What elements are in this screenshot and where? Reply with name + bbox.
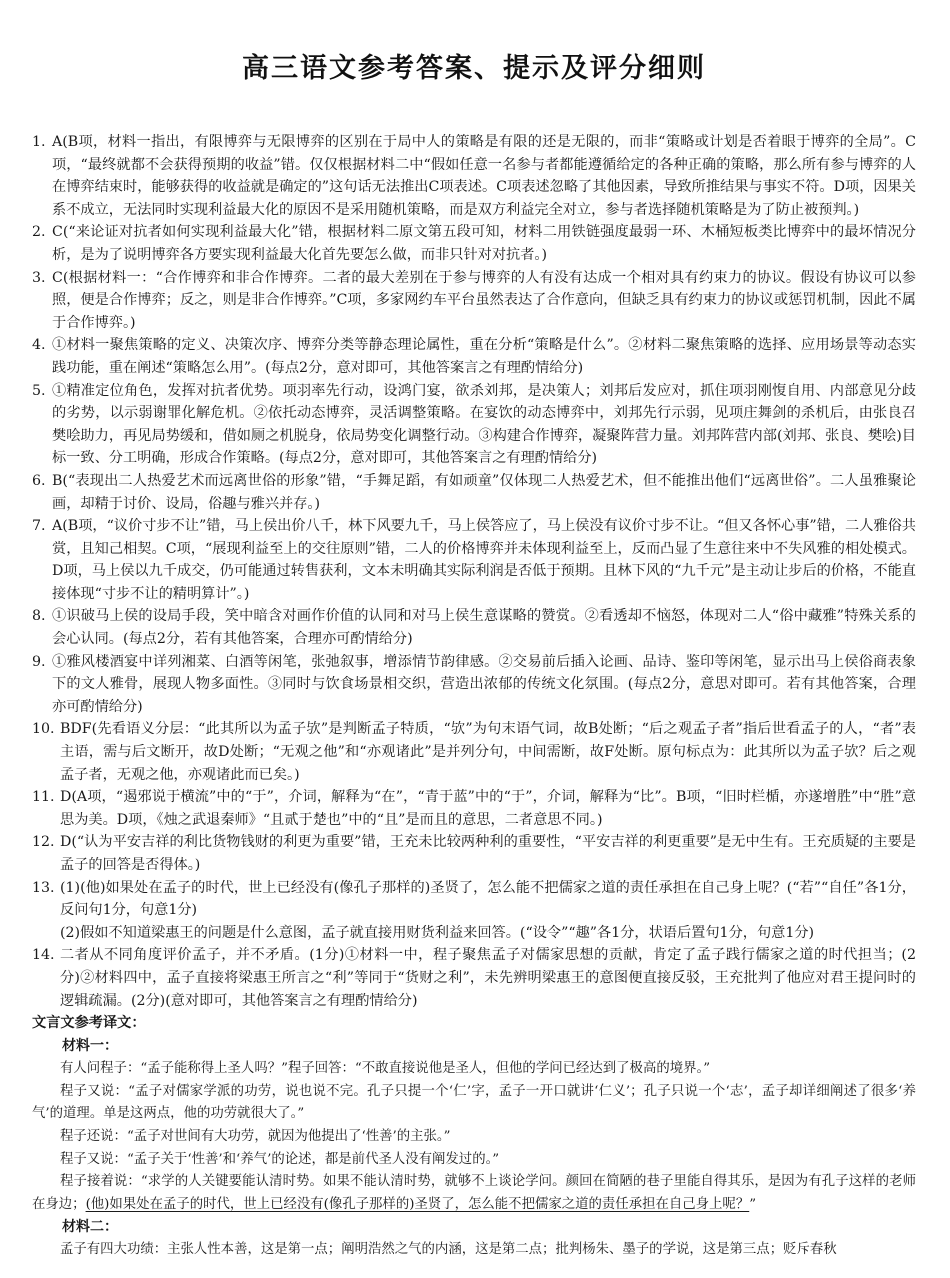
answer-text: ①雅风楼酒宴中详列湘菜、白酒等闲笔，张弛叙事，增添情节韵律感。②交易前后插入论画、品诗、鉴印等闲笔，显示出马上侯俗商表象下的文人雅骨，展现人物多面性。③同时与饮食场景相交织，营造出浓郁的传统文化氛围。(每点2分，意思对即可。若有其他答案，合理亦可酌情给分) bbox=[52, 653, 916, 715]
translation-paragraph: 程子还说：“孟子对世间有大功劳，就因为他提出了‘性善’的主张。” bbox=[60, 1128, 451, 1144]
answer-text: C(根据材料一：“合作博弈和非合作博弈。二者的最大差别在于参与博弈的人有没有达成一个相对具有约束力的协议。假设有协议可以参照，便是合作博弈；反之，则是非合作博弈。”C项，多家网约车平台虽然表达了合作意向，但缺乏具有约束力的协议或惩罚机制，因此不属于合作博弈。) bbox=[52, 269, 916, 331]
answer-number: 14. bbox=[32, 947, 55, 964]
answer-item-1 bbox=[32, 131, 916, 221]
answer-number: 1. bbox=[32, 134, 46, 150]
translation-paragraph-final bbox=[32, 1171, 916, 1216]
answer-text: ①精准定位角色，发挥对抗者优势。项羽率先行动，设鸿门宴，欲杀刘邦，是决策人；刘邦后发应对，抓住项羽刚愎自用、内部意见分歧的劣势，以示弱谢罪化解危机。②依托动态博弈，灵活调整策略。在宴饮的动态博弈中，刘邦先行示弱，见项庄舞剑的杀机后，由张良召樊哙助力，再见局势缓和，借如厕之机脱身，依局势变化调整行动。③构建合作博弈，凝聚阵营力量。刘邦阵营内部(刘邦、张良、樊哙)目标一致、分工明确，形成合作策略。(每点2分，意对即可，其他答案言之有理酌情给分) bbox=[52, 382, 916, 467]
material-2-title: 材料二： bbox=[62, 1219, 118, 1236]
answer-number: 3. bbox=[32, 269, 46, 286]
answer-item-6 bbox=[32, 470, 916, 515]
material-1-title: 材料一： bbox=[62, 1038, 118, 1055]
answer-item-7 bbox=[32, 515, 916, 605]
answer-text: C(“来论证对抗者如何实现利益最大化”错，根据材料二原文第五段可知，材料二用铁链强度最弱一环、木桶短板类比博弈中的最坏情况分析，是为了说明博弈各方要实现利益最大化首先要怎么做，而非只针对对抗者。) bbox=[52, 224, 916, 263]
answer-subitem: (2)假如不知道梁惠王的问题是什么意图，孟子就直接用财货利益来回答。(“设令”“趣”各1分，状语后置句1分，句意1分) bbox=[60, 924, 815, 941]
answer-list bbox=[32, 131, 916, 1012]
answer-item-14 bbox=[32, 944, 916, 1012]
translation-paragraph: 程子又说：“孟子对儒家学派的功劳，说也说不完。孔子只提一个‘仁’字，孟子一开口就讲‘仁义’；孔子只说一个‘志’，孟子却详细阐述了很多‘养气’的道理。单是这两点，他的功劳就很大了。” bbox=[32, 1083, 916, 1122]
answer-text: D(“认为平安吉祥的利比货物钱财的利更为重要”错，王充未比较两种利的重要性，“平安吉祥的利更重要”是无中生有。王充质疑的主要是孟子的回答是否得体。) bbox=[60, 834, 916, 873]
page-title: 高三语文参考答案、提示及评分细则 bbox=[242, 53, 706, 84]
answer-number: 9. bbox=[32, 653, 46, 670]
answer-item-10 bbox=[32, 718, 916, 786]
translation-heading: 文言文参考译文： bbox=[32, 1015, 146, 1032]
answer-item-2 bbox=[32, 221, 916, 266]
answer-item-4 bbox=[32, 334, 916, 379]
answer-text: ①识破马上侯的设局手段，笑中暗含对画作价值的认同和对马上侯生意谋略的赞赏。②看透却不恼怒，体现对二人“俗中藏雅”特殊关系的会心认同。(每点2分，若有其他答案，合理亦可酌情给分) bbox=[52, 608, 916, 648]
answer-number: 7. bbox=[32, 518, 46, 535]
answer-number: 8. bbox=[32, 608, 46, 625]
answer-text: A(B项，材料一指出，有限博弈与无限博弈的区别在于局中人的策略是有限的还是无限的，而非“策略或计划是否着眼于博弈的全局”。C项，“最终就都不会获得预期的收益”错。仅仅根据材料二中“假如任意一名参与者都能遵循给定的各种正确的策略，那么所有参与博弈的人在博弈结束时，能够获得的收益就是确定的”这句话无法推出C项表述。C项表述忽略了其他因素，导致所推结果与事实不符。D项，因果关系不成立，无法同时实现利益最大化的原因不是采用随机策略，而是双方利益完全对立，参与者选择随机策略是为了防止被预判。) bbox=[52, 134, 916, 218]
answer-number: 6. bbox=[32, 472, 46, 489]
answer-number: 13. bbox=[32, 879, 55, 896]
answer-number: 4. bbox=[32, 337, 46, 354]
answer-item-13 bbox=[32, 877, 916, 922]
answer-item-9 bbox=[32, 651, 916, 719]
answer-text: B(“表现出二人热爱艺术而远离世俗的形象”错，“手舞足蹈，有如顽童”仅体现二人热爱艺术，但不能推出他们“远离世俗”。二人虽雅聚论画，却精于讨价、设局，俗趣与雅兴并存。) bbox=[52, 472, 916, 512]
answer-number: 12. bbox=[32, 834, 55, 851]
translation-text: 程子接着说：“求学的人关键要能认清时势。如果不能认清时势，就够不上谈论学问。颜回在简陋的巷子里能自得其乐，是因为有孔子这样的老师在身边； bbox=[32, 1174, 916, 1212]
answer-number: 2. bbox=[32, 224, 46, 241]
translation-text-end: ” bbox=[749, 1196, 757, 1212]
answer-text: 二者从不同角度评价孟子，并不矛盾。(1分)①材料一中，程子聚焦孟子对儒家思想的贡献，肯定了孟子践行儒家之道的时代担当；(2分)②材料四中，孟子直接将梁惠王所言之“利”等同于“货财之利”，未先辨明梁惠王的意图便直接反驳，王充批判了他应对君王提问时的逻辑疏漏。(2分)(意对即可，其他答案言之有理酌情给分) bbox=[60, 947, 916, 1009]
answer-item-11 bbox=[32, 786, 916, 831]
answer-item-8 bbox=[32, 605, 916, 650]
answer-text: (1)(他)如果处在孟子的时代，世上已经没有(像孔子那样的)圣贤了，怎么能不把儒家之道的责任承担在自己身上呢？(“若”“自任”各1分，反问句1分，句意1分) bbox=[60, 879, 916, 919]
answer-item-3 bbox=[32, 267, 916, 335]
answer-item-12 bbox=[32, 831, 916, 876]
answer-text: D(A项，“遏邪说于横流”中的“于”，介词，解释为“在”，“青于蓝”中的“于”，介词，解释为“比”。B项，“旧时栏楯，亦遂增胜”中“胜”意思为美。D项，《烛之武退秦师》“且贰于楚也”中的“且”是而且的意思，二者意思不同。) bbox=[60, 789, 916, 828]
answer-text: BDF(先看语义分层：“此其所以为孟子欤”是判断孟子特质，“欤”为句末语气词，故B处断；“后之观孟子者”指后世看孟子的人，“者”表主语，需与后文断开，故D处断；“无观之他”和“亦观诸此”是并列分句，中间需断，故F处断。原句标点为：此其所以为孟子欤？后之观孟子者，无观之他，亦观诸此而已矣。) bbox=[60, 721, 916, 783]
answer-item-5 bbox=[32, 380, 916, 470]
answer-number: 11. bbox=[32, 789, 55, 806]
answer-number: 10. bbox=[32, 721, 55, 738]
underlined-sentence: (他)如果处在孟子的时代，世上已经没有(像孔子那样的)圣贤了，怎么能不把儒家之道的责任承担在自己身上呢？ bbox=[85, 1196, 750, 1212]
translation-paragraph: 程子又说：“孟子关于‘性善’和‘养气’的论述，都是前代圣人没有阐发过的。” bbox=[60, 1151, 500, 1167]
translation-paragraph: 有人问程子：“孟子能称得上圣人吗？”程子回答：“不敢直接说他是圣人，但他的学问已经达到了极高的境界。” bbox=[60, 1061, 711, 1077]
answer-number: 5. bbox=[32, 382, 46, 399]
answer-text: ①材料一聚焦策略的定义、决策次序、博弈分类等静态理论属性，重在分析“策略是什么”。②材料二聚焦策略的选择、应用场景等动态实践功能，重在阐述“策略怎么用”。(每点2分，意对即可，其他答案言之有理酌情给分) bbox=[52, 337, 916, 376]
translation-paragraph: 孟子有四大功绩：主张人性本善，这是第一点；阐明浩然之气的内涵，这是第二点；批判杨朱、墨子的学说，这是第三点；贬斥春秋 bbox=[60, 1242, 837, 1258]
answer-text: A(B项，“议价寸步不让”错，马上侯出价八千，林下风要九千，马上侯答应了，马上侯没有议价寸步不让。“但又各怀心事”错，二人雅俗共赏，且知己相契。C项，“展现利益至上的交往原则”错，二人的价格博弈并未体现利益至上，反而凸显了生意往来中不失风雅的相处模式。D项，马上侯以九千成交，仍可能通过转售获利，文本未明确其实际利润是否低于预期。且林下风的“九千元”是主动让步后的价格，不能直接体现“寸步不让的精明算计”。) bbox=[52, 518, 916, 602]
